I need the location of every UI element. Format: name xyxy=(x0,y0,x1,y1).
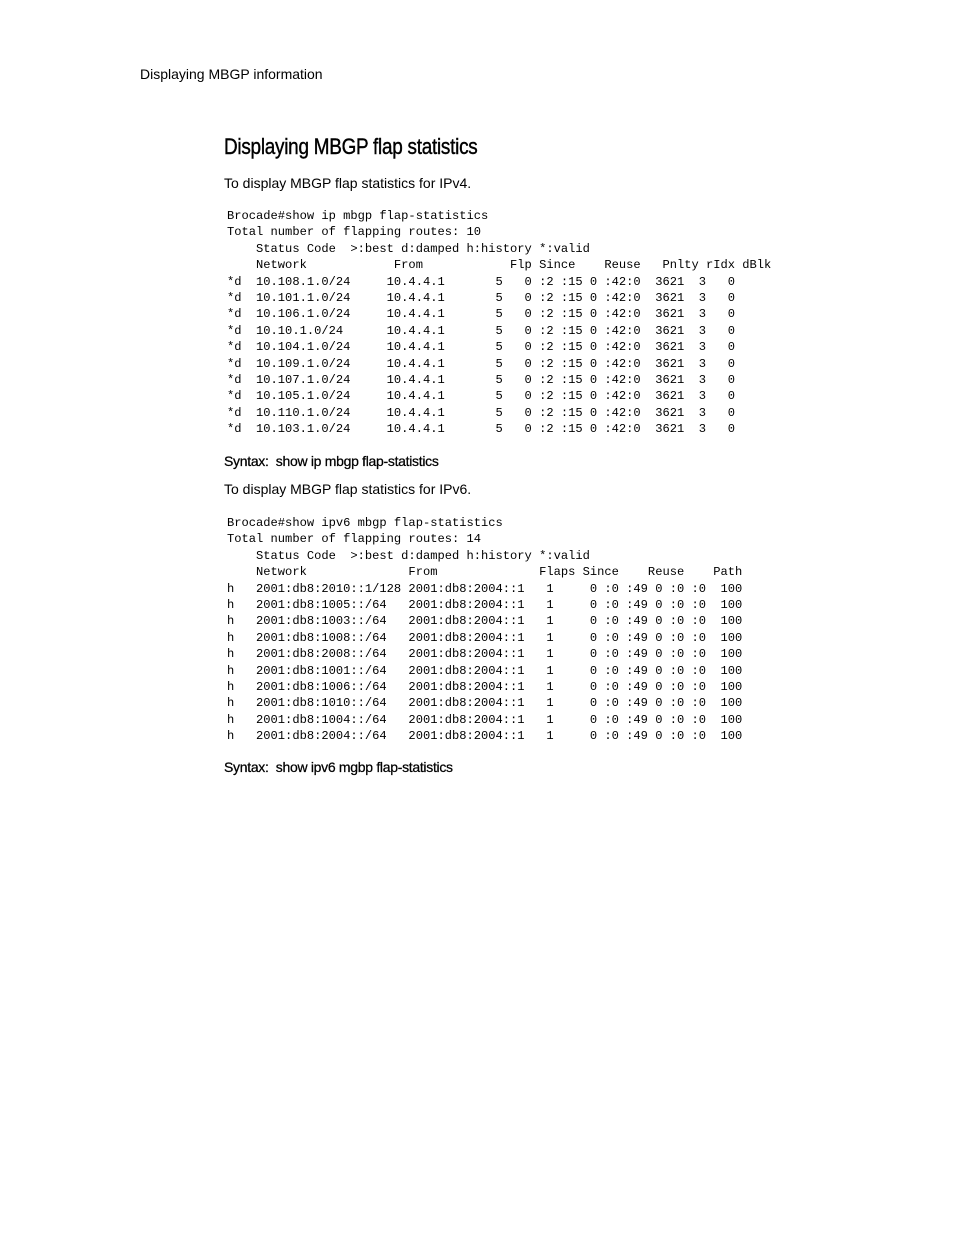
syntax-command: show ipv6 mgbp flap-statistics xyxy=(275,759,453,775)
cli-route-row: *d 10.106.1.0/24 10.4.4.1 5 0 :2 :15 0 :42:0 3621 3 0 xyxy=(227,307,736,322)
syntax-label: Syntax: xyxy=(224,453,269,469)
ipv6-syntax xyxy=(224,758,453,776)
cli-route-row: h 2001:db8:1010::/64 2001:db8:2004::1 1 0 :0 :49 0 :0 :0 100 xyxy=(227,696,743,711)
cli-route-row: h 2001:db8:1008::/64 2001:db8:2004::1 1 0 :0 :49 0 :0 :0 100 xyxy=(227,630,743,645)
cli-route-row: h 2001:db8:2008::/64 2001:db8:2004::1 1 0 :0 :49 0 :0 :0 100 xyxy=(227,647,743,662)
cli-route-row: h 2001:db8:1003::/64 2001:db8:2004::1 1 0 :0 :49 0 :0 :0 100 xyxy=(227,614,743,629)
cli-route-row: *d 10.107.1.0/24 10.4.4.1 5 0 :2 :15 0 :42:0 3621 3 0 xyxy=(227,372,736,387)
ipv4-cli-output xyxy=(227,208,771,437)
running-header: Displaying MBGP information xyxy=(140,66,323,82)
cli-route-row: *d 10.10.1.0/24 10.4.4.1 5 0 :2 :15 0 :42:0 3621 3 0 xyxy=(227,323,736,338)
cli-route-row: *d 10.110.1.0/24 10.4.4.1 5 0 :2 :15 0 :42:0 3621 3 0 xyxy=(227,405,736,420)
cli-command-line: Brocade#show ip mbgp flap-statistics xyxy=(227,209,489,223)
cli-total-line: Total number of flapping routes: 10 xyxy=(227,225,482,240)
ipv4-intro: To display MBGP flap statistics for IPv4. xyxy=(224,175,472,191)
cli-command-line: Brocade#show ipv6 mbgp flap-statistics xyxy=(227,516,503,530)
cli-status-code-line: Status Code >:best d:damped h:history *:valid xyxy=(227,241,590,256)
ipv4-syntax xyxy=(224,452,439,470)
ipv6-intro: To display MBGP flap statistics for IPv6. xyxy=(224,481,472,497)
cli-route-row: h 2001:db8:1004::/64 2001:db8:2004::1 1 0 :0 :49 0 :0 :0 100 xyxy=(227,712,743,727)
cli-route-row: *d 10.103.1.0/24 10.4.4.1 5 0 :2 :15 0 :42:0 3621 3 0 xyxy=(227,422,736,437)
cli-route-row: h 2001:db8:1006::/64 2001:db8:2004::1 1 0 :0 :49 0 :0 :0 100 xyxy=(227,679,743,694)
cli-route-row: h 2001:db8:2004::/64 2001:db8:2004::1 1 0 :0 :49 0 :0 :0 100 xyxy=(227,729,743,744)
cli-total-line: Total number of flapping routes: 14 xyxy=(227,532,482,547)
cli-route-row: h 2001:db8:2010::1/128 2001:db8:2004::1 1 0 :0 :49 0 :0 :0 100 xyxy=(227,581,743,596)
cli-column-header: Network From Flp Since Reuse Pnlty rIdx dBlk xyxy=(227,258,772,273)
ipv6-cli-output xyxy=(227,515,742,744)
section-title: Displaying MBGP flap statistics xyxy=(224,134,478,159)
cli-route-row: *d 10.104.1.0/24 10.4.4.1 5 0 :2 :15 0 :42:0 3621 3 0 xyxy=(227,340,736,355)
cli-route-row: *d 10.109.1.0/24 10.4.4.1 5 0 :2 :15 0 :42:0 3621 3 0 xyxy=(227,356,736,371)
syntax-command: show ip mbgp flap-statistics xyxy=(275,453,439,469)
cli-route-row: h 2001:db8:1005::/64 2001:db8:2004::1 1 0 :0 :49 0 :0 :0 100 xyxy=(227,597,743,612)
cli-column-header: Network From Flaps Since Reuse Path xyxy=(227,565,743,580)
cli-route-row: h 2001:db8:1001::/64 2001:db8:2004::1 1 0 :0 :49 0 :0 :0 100 xyxy=(227,663,743,678)
cli-status-code-line: Status Code >:best d:damped h:history *:valid xyxy=(227,548,590,563)
section-flap-statistics xyxy=(224,130,924,775)
cli-route-row: *d 10.105.1.0/24 10.4.4.1 5 0 :2 :15 0 :42:0 3621 3 0 xyxy=(227,389,736,404)
cli-route-row: *d 10.101.1.0/24 10.4.4.1 5 0 :2 :15 0 :42:0 3621 3 0 xyxy=(227,290,736,305)
syntax-label: Syntax: xyxy=(224,759,269,775)
cli-route-row: *d 10.108.1.0/24 10.4.4.1 5 0 :2 :15 0 :42:0 3621 3 0 xyxy=(227,274,736,289)
